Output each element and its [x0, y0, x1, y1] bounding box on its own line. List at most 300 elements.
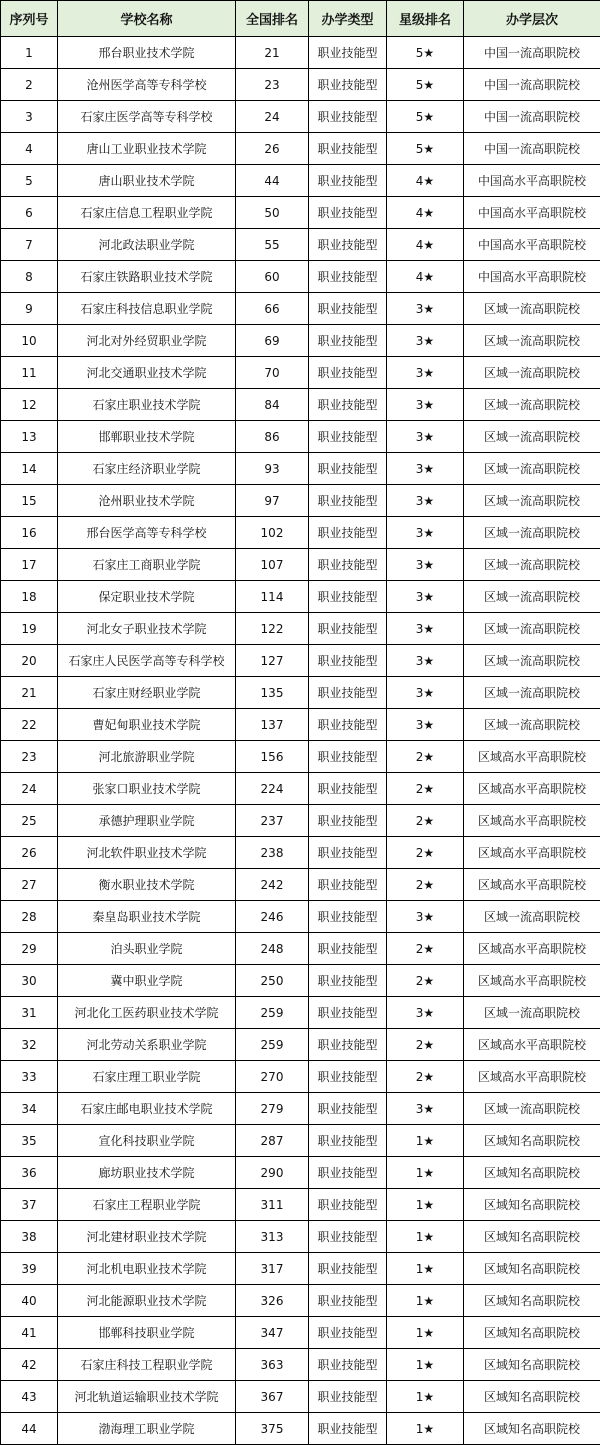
- cell-col-star-rank: 2★: [387, 965, 464, 997]
- cell-col-type: 职业技能型: [309, 709, 387, 741]
- cell-col-school-name: 沧州医学高等专科学校: [58, 69, 236, 101]
- cell-col-type: 职业技能型: [309, 101, 387, 133]
- cell-col-type: 职业技能型: [309, 1349, 387, 1381]
- cell-col-type: 职业技能型: [309, 517, 387, 549]
- cell-col-type: 职业技能型: [309, 389, 387, 421]
- cell-col-index: 29: [1, 933, 58, 965]
- table-row: [1, 37, 600, 69]
- cell-col-star-rank: 3★: [387, 581, 464, 613]
- table-row: [1, 1413, 600, 1445]
- cell-col-school-name: 石家庄医学高等专科学校: [58, 101, 236, 133]
- cell-col-type: 职业技能型: [309, 325, 387, 357]
- cell-col-star-rank: 3★: [387, 549, 464, 581]
- table-row: [1, 1093, 600, 1125]
- cell-col-school-name: 河北软件职业技术学院: [58, 837, 236, 869]
- cell-col-national-rank: 127: [236, 645, 309, 677]
- cell-col-school-name: 邢台职业技术学院: [58, 37, 236, 69]
- cell-col-star-rank: 2★: [387, 773, 464, 805]
- cell-col-school-name: 河北对外经贸职业学院: [58, 325, 236, 357]
- table-row: [1, 1285, 600, 1317]
- table-row: [1, 965, 600, 997]
- cell-col-school-name: 石家庄理工职业学院: [58, 1061, 236, 1093]
- cell-col-national-rank: 102: [236, 517, 309, 549]
- cell-col-national-rank: 107: [236, 549, 309, 581]
- cell-col-level: 区域一流高职院校: [464, 645, 600, 677]
- cell-col-national-rank: 242: [236, 869, 309, 901]
- cell-col-type: 职业技能型: [309, 645, 387, 677]
- cell-col-type: 职业技能型: [309, 581, 387, 613]
- cell-col-level: 区域高水平高职院校: [464, 933, 600, 965]
- cell-col-level: 区域一流高职院校: [464, 453, 600, 485]
- cell-col-national-rank: 156: [236, 741, 309, 773]
- cell-col-school-name: 张家口职业技术学院: [58, 773, 236, 805]
- cell-col-level: 区域一流高职院校: [464, 997, 600, 1029]
- cell-col-index: 15: [1, 485, 58, 517]
- cell-col-star-rank: 1★: [387, 1189, 464, 1221]
- cell-col-star-rank: 4★: [387, 165, 464, 197]
- cell-col-star-rank: 1★: [387, 1285, 464, 1317]
- cell-col-type: 职业技能型: [309, 165, 387, 197]
- cell-col-star-rank: 3★: [387, 453, 464, 485]
- cell-col-national-rank: 248: [236, 933, 309, 965]
- table-row: [1, 549, 600, 581]
- cell-col-index: 25: [1, 805, 58, 837]
- cell-col-school-name: 唐山工业职业技术学院: [58, 133, 236, 165]
- cell-col-level: 区域一流高职院校: [464, 549, 600, 581]
- cell-col-level: 区域一流高职院校: [464, 389, 600, 421]
- cell-col-star-rank: 2★: [387, 1029, 464, 1061]
- cell-col-level: 区域知名高职院校: [464, 1125, 600, 1157]
- cell-col-star-rank: 1★: [387, 1157, 464, 1189]
- cell-col-school-name: 曹妃甸职业技术学院: [58, 709, 236, 741]
- cell-col-type: 职业技能型: [309, 933, 387, 965]
- cell-col-school-name: 河北建材职业技术学院: [58, 1221, 236, 1253]
- cell-col-level: 区域高水平高职院校: [464, 965, 600, 997]
- cell-col-school-name: 渤海理工职业学院: [58, 1413, 236, 1445]
- cell-col-star-rank: 3★: [387, 421, 464, 453]
- cell-col-index: 33: [1, 1061, 58, 1093]
- cell-col-type: 职业技能型: [309, 197, 387, 229]
- table-row: [1, 645, 600, 677]
- cell-col-star-rank: 3★: [387, 709, 464, 741]
- cell-col-national-rank: 69: [236, 325, 309, 357]
- table-row: [1, 613, 600, 645]
- cell-col-level: 中国一流高职院校: [464, 37, 600, 69]
- cell-col-star-rank: 4★: [387, 261, 464, 293]
- cell-col-index: 6: [1, 197, 58, 229]
- cell-col-school-name: 河北政法职业学院: [58, 229, 236, 261]
- cell-col-level: 区域知名高职院校: [464, 1253, 600, 1285]
- cell-col-star-rank: 3★: [387, 613, 464, 645]
- cell-col-index: 13: [1, 421, 58, 453]
- table-row: [1, 357, 600, 389]
- cell-col-star-rank: 1★: [387, 1317, 464, 1349]
- cell-col-index: 35: [1, 1125, 58, 1157]
- cell-col-level: 区域高水平高职院校: [464, 1061, 600, 1093]
- header-col-level: 办学层次: [464, 1, 600, 37]
- cell-col-star-rank: 2★: [387, 741, 464, 773]
- table-row: [1, 933, 600, 965]
- cell-col-type: 职业技能型: [309, 1157, 387, 1189]
- cell-col-school-name: 衡水职业技术学院: [58, 869, 236, 901]
- cell-col-star-rank: 1★: [387, 1349, 464, 1381]
- cell-col-index: 22: [1, 709, 58, 741]
- cell-col-level: 区域一流高职院校: [464, 517, 600, 549]
- cell-col-school-name: 沧州职业技术学院: [58, 485, 236, 517]
- cell-col-type: 职业技能型: [309, 805, 387, 837]
- cell-col-level: 区域一流高职院校: [464, 357, 600, 389]
- cell-col-star-rank: 3★: [387, 389, 464, 421]
- table-row: [1, 741, 600, 773]
- cell-col-index: 39: [1, 1253, 58, 1285]
- cell-col-national-rank: 122: [236, 613, 309, 645]
- cell-col-national-rank: 250: [236, 965, 309, 997]
- cell-col-school-name: 冀中职业学院: [58, 965, 236, 997]
- cell-col-index: 17: [1, 549, 58, 581]
- cell-col-national-rank: 137: [236, 709, 309, 741]
- cell-col-index: 41: [1, 1317, 58, 1349]
- cell-col-type: 职业技能型: [309, 741, 387, 773]
- cell-col-school-name: 河北旅游职业学院: [58, 741, 236, 773]
- cell-col-level: 区域一流高职院校: [464, 325, 600, 357]
- cell-col-school-name: 河北化工医药职业技术学院: [58, 997, 236, 1029]
- table-row: [1, 709, 600, 741]
- cell-col-star-rank: 2★: [387, 805, 464, 837]
- cell-col-star-rank: 4★: [387, 229, 464, 261]
- cell-col-index: 44: [1, 1413, 58, 1445]
- cell-col-school-name: 邯郸科技职业学院: [58, 1317, 236, 1349]
- cell-col-type: 职业技能型: [309, 1061, 387, 1093]
- cell-col-type: 职业技能型: [309, 1253, 387, 1285]
- cell-col-national-rank: 44: [236, 165, 309, 197]
- cell-col-school-name: 河北能源职业技术学院: [58, 1285, 236, 1317]
- cell-col-level: 区域一流高职院校: [464, 485, 600, 517]
- cell-col-type: 职业技能型: [309, 453, 387, 485]
- cell-col-national-rank: 270: [236, 1061, 309, 1093]
- cell-col-index: 38: [1, 1221, 58, 1253]
- cell-col-index: 28: [1, 901, 58, 933]
- cell-col-index: 1: [1, 37, 58, 69]
- cell-col-star-rank: 1★: [387, 1381, 464, 1413]
- cell-col-index: 14: [1, 453, 58, 485]
- cell-col-star-rank: 3★: [387, 901, 464, 933]
- cell-col-level: 中国一流高职院校: [464, 101, 600, 133]
- cell-col-index: 2: [1, 69, 58, 101]
- cell-col-national-rank: 347: [236, 1317, 309, 1349]
- cell-col-type: 职业技能型: [309, 357, 387, 389]
- cell-col-school-name: 泊头职业学院: [58, 933, 236, 965]
- cell-col-index: 9: [1, 293, 58, 325]
- cell-col-index: 20: [1, 645, 58, 677]
- cell-col-school-name: 秦皇岛职业技术学院: [58, 901, 236, 933]
- cell-col-national-rank: 50: [236, 197, 309, 229]
- cell-col-type: 职业技能型: [309, 549, 387, 581]
- table-row: [1, 805, 600, 837]
- cell-col-type: 职业技能型: [309, 133, 387, 165]
- cell-col-star-rank: 5★: [387, 37, 464, 69]
- cell-col-index: 18: [1, 581, 58, 613]
- cell-col-star-rank: 3★: [387, 517, 464, 549]
- cell-col-level: 中国一流高职院校: [464, 69, 600, 101]
- cell-col-index: 4: [1, 133, 58, 165]
- cell-col-national-rank: 287: [236, 1125, 309, 1157]
- cell-col-level: 区域知名高职院校: [464, 1285, 600, 1317]
- cell-col-school-name: 河北劳动关系职业学院: [58, 1029, 236, 1061]
- cell-col-national-rank: 70: [236, 357, 309, 389]
- cell-col-star-rank: 2★: [387, 1061, 464, 1093]
- cell-col-school-name: 河北轨道运输职业技术学院: [58, 1381, 236, 1413]
- cell-col-level: 区域知名高职院校: [464, 1157, 600, 1189]
- cell-col-level: 区域高水平高职院校: [464, 837, 600, 869]
- cell-col-school-name: 唐山职业技术学院: [58, 165, 236, 197]
- table-row: [1, 1253, 600, 1285]
- cell-col-type: 职业技能型: [309, 901, 387, 933]
- table-row: [1, 325, 600, 357]
- cell-col-star-rank: 3★: [387, 997, 464, 1029]
- table-row: [1, 229, 600, 261]
- cell-col-level: 区域一流高职院校: [464, 293, 600, 325]
- cell-col-star-rank: 2★: [387, 869, 464, 901]
- table-row: [1, 1381, 600, 1413]
- cell-col-national-rank: 259: [236, 997, 309, 1029]
- cell-col-level: 区域知名高职院校: [464, 1317, 600, 1349]
- cell-col-level: 区域知名高职院校: [464, 1221, 600, 1253]
- cell-col-index: 16: [1, 517, 58, 549]
- cell-col-level: 中国高水平高职院校: [464, 229, 600, 261]
- cell-col-index: 7: [1, 229, 58, 261]
- cell-col-level: 区域一流高职院校: [464, 901, 600, 933]
- cell-col-national-rank: 114: [236, 581, 309, 613]
- cell-col-star-rank: 3★: [387, 357, 464, 389]
- cell-col-national-rank: 26: [236, 133, 309, 165]
- cell-col-school-name: 石家庄科技信息职业学院: [58, 293, 236, 325]
- cell-col-level: 中国高水平高职院校: [464, 261, 600, 293]
- cell-col-school-name: 石家庄财经职业学院: [58, 677, 236, 709]
- cell-col-school-name: 石家庄人民医学高等专科学校: [58, 645, 236, 677]
- cell-col-national-rank: 363: [236, 1349, 309, 1381]
- header-col-school-name: 学校名称: [58, 1, 236, 37]
- table-row: [1, 1349, 600, 1381]
- table-row: [1, 1157, 600, 1189]
- table-row: [1, 1189, 600, 1221]
- table-row: [1, 517, 600, 549]
- cell-col-star-rank: 3★: [387, 485, 464, 517]
- cell-col-star-rank: 3★: [387, 645, 464, 677]
- cell-col-type: 职业技能型: [309, 1285, 387, 1317]
- cell-col-star-rank: 5★: [387, 133, 464, 165]
- cell-col-star-rank: 2★: [387, 933, 464, 965]
- cell-col-index: 11: [1, 357, 58, 389]
- cell-col-level: 区域高水平高职院校: [464, 741, 600, 773]
- cell-col-index: 30: [1, 965, 58, 997]
- table-row: [1, 1317, 600, 1349]
- table-row: [1, 773, 600, 805]
- cell-col-star-rank: 1★: [387, 1413, 464, 1445]
- cell-col-star-rank: 5★: [387, 69, 464, 101]
- cell-col-national-rank: 375: [236, 1413, 309, 1445]
- cell-col-type: 职业技能型: [309, 1125, 387, 1157]
- cell-col-level: 区域高水平高职院校: [464, 773, 600, 805]
- cell-col-school-name: 河北机电职业技术学院: [58, 1253, 236, 1285]
- table-row: [1, 165, 600, 197]
- table-row: [1, 453, 600, 485]
- cell-col-type: 职业技能型: [309, 997, 387, 1029]
- table-row: [1, 421, 600, 453]
- cell-col-national-rank: 367: [236, 1381, 309, 1413]
- cell-col-national-rank: 66: [236, 293, 309, 325]
- cell-col-index: 27: [1, 869, 58, 901]
- cell-col-type: 职业技能型: [309, 773, 387, 805]
- cell-col-national-rank: 279: [236, 1093, 309, 1125]
- cell-col-index: 19: [1, 613, 58, 645]
- table-row: [1, 69, 600, 101]
- cell-col-level: 区域知名高职院校: [464, 1349, 600, 1381]
- cell-col-national-rank: 311: [236, 1189, 309, 1221]
- table-row: [1, 677, 600, 709]
- cell-col-star-rank: 1★: [387, 1253, 464, 1285]
- cell-col-national-rank: 86: [236, 421, 309, 453]
- cell-col-national-rank: 60: [236, 261, 309, 293]
- cell-col-star-rank: 3★: [387, 293, 464, 325]
- cell-col-index: 3: [1, 101, 58, 133]
- cell-col-type: 职业技能型: [309, 1381, 387, 1413]
- cell-col-type: 职业技能型: [309, 1189, 387, 1221]
- cell-col-school-name: 河北女子职业技术学院: [58, 613, 236, 645]
- header-col-type: 办学类型: [309, 1, 387, 37]
- cell-col-index: 37: [1, 1189, 58, 1221]
- cell-col-index: 10: [1, 325, 58, 357]
- cell-col-type: 职业技能型: [309, 261, 387, 293]
- cell-col-school-name: 石家庄科技工程职业学院: [58, 1349, 236, 1381]
- cell-col-index: 12: [1, 389, 58, 421]
- cell-col-school-name: 保定职业技术学院: [58, 581, 236, 613]
- cell-col-index: 34: [1, 1093, 58, 1125]
- cell-col-national-rank: 326: [236, 1285, 309, 1317]
- cell-col-school-name: 石家庄工程职业学院: [58, 1189, 236, 1221]
- cell-col-national-rank: 290: [236, 1157, 309, 1189]
- cell-col-national-rank: 23: [236, 69, 309, 101]
- table-row: [1, 389, 600, 421]
- cell-col-national-rank: 21: [236, 37, 309, 69]
- cell-col-school-name: 石家庄邮电职业技术学院: [58, 1093, 236, 1125]
- header-col-star-rank: 星级排名: [387, 1, 464, 37]
- cell-col-national-rank: 317: [236, 1253, 309, 1285]
- cell-col-index: 23: [1, 741, 58, 773]
- table-row: [1, 997, 600, 1029]
- cell-col-index: 32: [1, 1029, 58, 1061]
- cell-col-national-rank: 97: [236, 485, 309, 517]
- cell-col-type: 职业技能型: [309, 229, 387, 261]
- cell-col-star-rank: 4★: [387, 197, 464, 229]
- cell-col-index: 21: [1, 677, 58, 709]
- header-col-national-rank: 全国排名: [236, 1, 309, 37]
- cell-col-national-rank: 313: [236, 1221, 309, 1253]
- table-row: [1, 901, 600, 933]
- cell-col-school-name: 石家庄铁路职业技术学院: [58, 261, 236, 293]
- cell-col-type: 职业技能型: [309, 37, 387, 69]
- cell-col-type: 职业技能型: [309, 869, 387, 901]
- cell-col-type: 职业技能型: [309, 1093, 387, 1125]
- cell-col-type: 职业技能型: [309, 1317, 387, 1349]
- cell-col-index: 40: [1, 1285, 58, 1317]
- cell-col-school-name: 宣化科技职业学院: [58, 1125, 236, 1157]
- cell-col-type: 职业技能型: [309, 1221, 387, 1253]
- table-row: [1, 485, 600, 517]
- table-row: [1, 1125, 600, 1157]
- cell-col-national-rank: 238: [236, 837, 309, 869]
- table-row: [1, 837, 600, 869]
- cell-col-index: 31: [1, 997, 58, 1029]
- cell-col-school-name: 承德护理职业学院: [58, 805, 236, 837]
- cell-col-level: 中国高水平高职院校: [464, 197, 600, 229]
- cell-col-level: 区域一流高职院校: [464, 709, 600, 741]
- cell-col-level: 区域知名高职院校: [464, 1413, 600, 1445]
- cell-col-star-rank: 3★: [387, 677, 464, 709]
- table-row: [1, 133, 600, 165]
- cell-col-type: 职业技能型: [309, 69, 387, 101]
- cell-col-star-rank: 1★: [387, 1221, 464, 1253]
- cell-col-school-name: 邢台医学高等专科学校: [58, 517, 236, 549]
- table-row: [1, 261, 600, 293]
- cell-col-index: 5: [1, 165, 58, 197]
- table-row: [1, 1221, 600, 1253]
- cell-col-national-rank: 84: [236, 389, 309, 421]
- cell-col-index: 24: [1, 773, 58, 805]
- cell-col-level: 区域一流高职院校: [464, 581, 600, 613]
- cell-col-index: 8: [1, 261, 58, 293]
- cell-col-school-name: 河北交通职业技术学院: [58, 357, 236, 389]
- table-row: [1, 197, 600, 229]
- cell-col-level: 区域一流高职院校: [464, 677, 600, 709]
- cell-col-national-rank: 55: [236, 229, 309, 261]
- cell-col-star-rank: 1★: [387, 1125, 464, 1157]
- cell-col-national-rank: 237: [236, 805, 309, 837]
- table-row: [1, 101, 600, 133]
- cell-col-type: 职业技能型: [309, 965, 387, 997]
- cell-col-type: 职业技能型: [309, 1413, 387, 1445]
- cell-col-level: 中国高水平高职院校: [464, 165, 600, 197]
- cell-col-national-rank: 135: [236, 677, 309, 709]
- cell-col-index: 43: [1, 1381, 58, 1413]
- cell-col-star-rank: 3★: [387, 325, 464, 357]
- cell-col-level: 区域高水平高职院校: [464, 1029, 600, 1061]
- table-row: [1, 581, 600, 613]
- cell-col-school-name: 石家庄工商职业学院: [58, 549, 236, 581]
- cell-col-type: 职业技能型: [309, 1029, 387, 1061]
- cell-col-level: 中国一流高职院校: [464, 133, 600, 165]
- cell-col-school-name: 廊坊职业技术学院: [58, 1157, 236, 1189]
- cell-col-level: 区域一流高职院校: [464, 421, 600, 453]
- cell-col-index: 42: [1, 1349, 58, 1381]
- table-row: [1, 1061, 600, 1093]
- cell-col-index: 26: [1, 837, 58, 869]
- cell-col-national-rank: 93: [236, 453, 309, 485]
- cell-col-school-name: 邯郸职业技术学院: [58, 421, 236, 453]
- cell-col-level: 区域一流高职院校: [464, 1093, 600, 1125]
- cell-col-type: 职业技能型: [309, 421, 387, 453]
- cell-col-level: 区域高水平高职院校: [464, 805, 600, 837]
- table-row: [1, 1029, 600, 1061]
- cell-col-star-rank: 3★: [387, 1093, 464, 1125]
- header-col-index: 序列号: [1, 1, 58, 37]
- table-header-row: [1, 1, 600, 37]
- cell-col-school-name: 石家庄经济职业学院: [58, 453, 236, 485]
- cell-col-national-rank: 24: [236, 101, 309, 133]
- cell-col-national-rank: 246: [236, 901, 309, 933]
- cell-col-type: 职业技能型: [309, 293, 387, 325]
- cell-col-level: 区域一流高职院校: [464, 613, 600, 645]
- cell-col-star-rank: 2★: [387, 837, 464, 869]
